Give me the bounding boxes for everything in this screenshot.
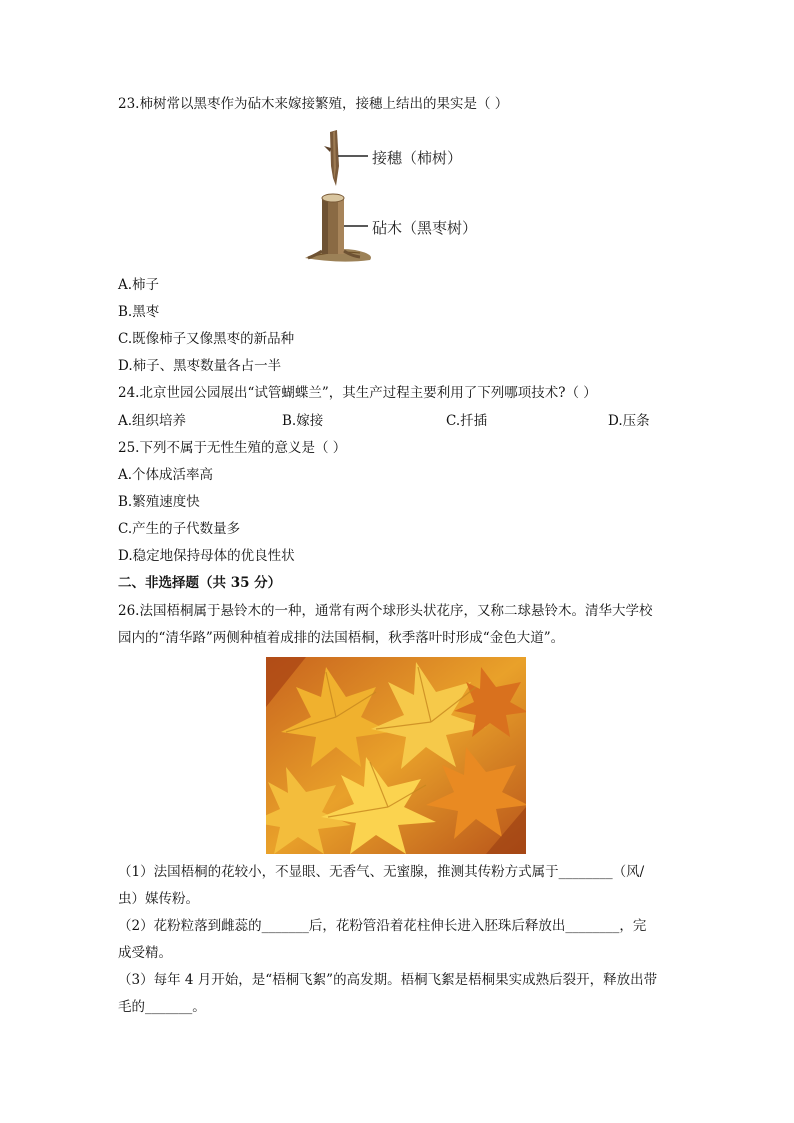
- q23-stem: 23.柿树常以黑枣作为砧木来嫁接繁殖，接穗上结出的果实是（ ）: [118, 96, 509, 112]
- q23-option-c: C.既像柿子又像黑枣的新品种: [118, 331, 295, 347]
- q25-stem: 25.下列不属于无性生殖的意义是（ ）: [118, 440, 347, 456]
- q26-sub3-line1: （3）每年 4 月开始，是“梧桐飞絮”的高发期。梧桐飞絮是梧桐果实成熟后裂开，释放出带: [118, 972, 658, 988]
- q25-option-a: A.个体成活率高: [118, 467, 214, 483]
- q26-sub1-line1: （1）法国梧桐的花较小，不显眼、无香气、无蜜腺，推测其传粉方式属于________（风/: [118, 864, 645, 880]
- q25-option-b: B.繁殖速度快: [118, 494, 200, 510]
- q23-option-a: A.柿子: [118, 277, 160, 293]
- autumn-leaves-photo: [266, 657, 526, 854]
- q26-sub2-line1: （2）花粉粒落到雌蕊的_______后，花粉管沿着花柱伸长进入胚珠后释放出________，完: [118, 918, 647, 934]
- q26-stem-line2: 园内的“清华路”两侧种植着成排的法国梧桐，秋季落叶时形成“金色大道”。: [118, 630, 565, 646]
- q26-sub2-line2: 成受精。: [118, 945, 172, 961]
- q26-sub3-line2: 毛的_______。: [118, 999, 206, 1015]
- q24-option-a: A.组织培养: [118, 413, 187, 429]
- grafting-diagram: [300, 126, 500, 266]
- q26-stem-line1: 26.法国梧桐属于悬铃木的一种，通常有两个球形头状花序，又称二球悬铃木。清华大学校: [118, 603, 653, 619]
- leaves-illustration: [266, 657, 526, 854]
- scion-label: 接穗（柿树）: [372, 149, 463, 167]
- q24-option-c: C.扦插: [446, 413, 488, 429]
- q24-option-d: D.压条: [608, 413, 650, 429]
- q25-option-d: D.稳定地保持母体的优良性状: [118, 548, 295, 564]
- stock-label: 砧木（黑枣树）: [372, 219, 478, 237]
- q23-option-b: B.黑枣: [118, 304, 160, 320]
- q25-option-c: C.产生的子代数量多: [118, 521, 241, 537]
- section-heading: 二、非选择题（共 35 分）: [118, 575, 282, 591]
- q26-sub1-line2: 虫）媒传粉。: [118, 891, 199, 907]
- q24-option-b: B.嫁接: [282, 413, 324, 429]
- q23-option-d: D.柿子、黑枣数量各占一半: [118, 358, 282, 374]
- q24-stem: 24.北京世园公园展出“试管蝴蝶兰”，其生产过程主要利用了下列哪项技术?（ ）: [118, 385, 597, 401]
